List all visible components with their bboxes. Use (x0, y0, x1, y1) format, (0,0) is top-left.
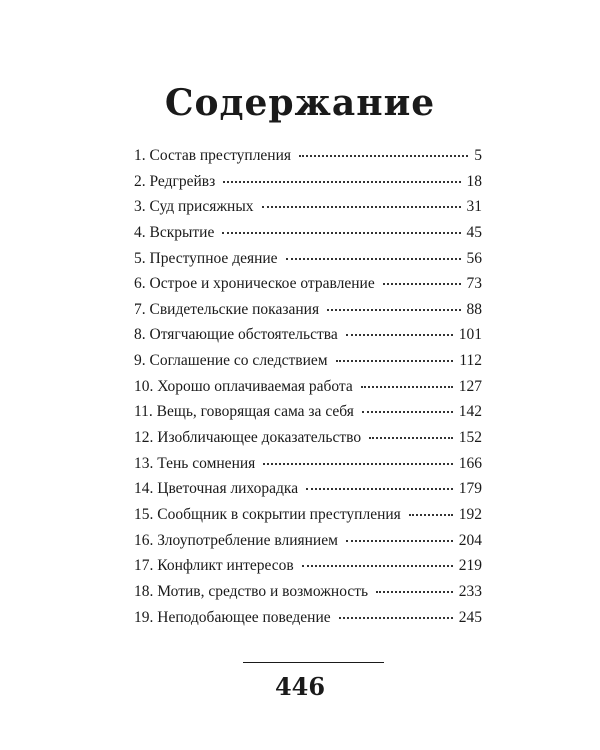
toc-entry-page: 152 (458, 429, 482, 447)
toc-entry-page: 142 (458, 403, 482, 421)
toc-leader-dots (223, 181, 460, 183)
toc-entry-title: 9. Соглашение со следствием (134, 352, 328, 370)
toc-entry-page: 56 (466, 249, 482, 267)
toc-leader-dots (306, 488, 453, 490)
toc-entry[interactable] (134, 224, 482, 250)
toc-leader-dots (336, 360, 454, 362)
toc-entry[interactable] (134, 429, 482, 455)
toc-leader-dots (222, 232, 460, 234)
toc-leader-dots (409, 514, 453, 516)
toc-entry[interactable] (134, 532, 482, 558)
toc-entry-title: 10. Хорошо оплачиваемая работа (134, 377, 353, 395)
toc-entry-page: 233 (458, 582, 482, 600)
toc-entry-page: 179 (458, 480, 482, 498)
toc-entry-page: 88 (466, 300, 482, 318)
toc-entry[interactable] (134, 250, 482, 276)
toc-leader-dots (262, 206, 461, 208)
toc-entry-page: 18 (466, 172, 482, 190)
toc-entry-title: 12. Изобличающее доказательство (134, 429, 362, 447)
toc-leader-dots (327, 309, 460, 311)
toc-leader-dots (346, 540, 453, 542)
toc-entry[interactable] (134, 480, 482, 506)
toc-entry[interactable] (134, 352, 482, 378)
toc-leader-dots (339, 617, 453, 619)
toc-entry-page: 31 (466, 198, 482, 216)
toc-entry[interactable] (134, 583, 482, 609)
toc-entry-title: 18. Мотив, средство и возможность (134, 582, 369, 600)
toc-entry-page: 45 (466, 223, 482, 241)
toc-entry-title: 13. Тень сомнения (134, 454, 256, 472)
toc-entry-page: 112 (459, 352, 482, 370)
toc-entry-title: 17. Конфликт интересов (134, 557, 294, 575)
footer-rule (243, 662, 384, 663)
toc-entry-title: 3. Суд присяжных (134, 198, 254, 216)
toc-leader-dots (286, 258, 461, 260)
toc-entry[interactable] (134, 378, 482, 404)
toc-entry[interactable] (134, 403, 482, 429)
toc-entry-page: 192 (458, 505, 482, 523)
toc-entry[interactable] (134, 173, 482, 199)
toc-leader-dots (263, 463, 452, 465)
toc-entry-title: 14. Цветочная лихорадка (134, 480, 299, 498)
toc-entry[interactable] (134, 506, 482, 532)
toc-entry-title: 15. Сообщник в сокрытии преступления (134, 505, 401, 523)
toc-entry[interactable] (134, 198, 482, 224)
toc-leader-dots (383, 283, 461, 285)
toc-entry[interactable] (134, 455, 482, 481)
toc-leader-dots (302, 565, 453, 567)
toc-entry-page: 127 (458, 377, 482, 395)
toc-leader-dots (362, 411, 453, 413)
toc-entry-title: 2. Редгрейвз (134, 172, 216, 190)
toc-leader-dots (361, 386, 453, 388)
toc-leader-dots (376, 591, 453, 593)
page-number: 446 (274, 672, 326, 701)
toc-entry-title: 19. Неподобающее поведение (134, 608, 331, 626)
toc-entry-page: 204 (458, 531, 482, 549)
toc-leader-dots (369, 437, 453, 439)
page-title: Содержание (164, 82, 436, 125)
toc-leader-dots (346, 334, 453, 336)
toc-entry[interactable] (134, 301, 482, 327)
toc-entry[interactable] (134, 147, 482, 173)
toc-entry-title: 7. Свидетельские показания (134, 300, 320, 318)
toc-entry-title: 4. Вскрытие (134, 223, 215, 241)
toc-entry[interactable] (134, 609, 482, 635)
toc-leader-dots (299, 155, 468, 157)
toc-entry-title: 1. Состав преступления (134, 147, 292, 164)
toc-entry-title: 5. Преступное деяние (134, 249, 278, 267)
toc-entry-title: 16. Злоупотребление влиянием (134, 531, 338, 549)
toc-entry-title: 8. Отягчающие обстоятельства (134, 326, 338, 344)
toc-entry-page: 166 (458, 454, 482, 472)
toc-entry-page: 101 (458, 326, 482, 344)
toc-entry-title: 11. Вещь, говорящая сама за себя (134, 403, 354, 421)
toc-entry-title: 6. Острое и хроническое отравление (134, 275, 375, 293)
toc-entry-page: 219 (458, 557, 482, 575)
toc-entry-page: 245 (458, 608, 482, 626)
toc-entry-page: 73 (466, 275, 482, 293)
table-of-contents (134, 147, 482, 634)
toc-entry-page: 5 (474, 147, 482, 164)
toc-entry[interactable] (134, 557, 482, 583)
toc-entry[interactable] (134, 326, 482, 352)
toc-entry[interactable] (134, 275, 482, 301)
